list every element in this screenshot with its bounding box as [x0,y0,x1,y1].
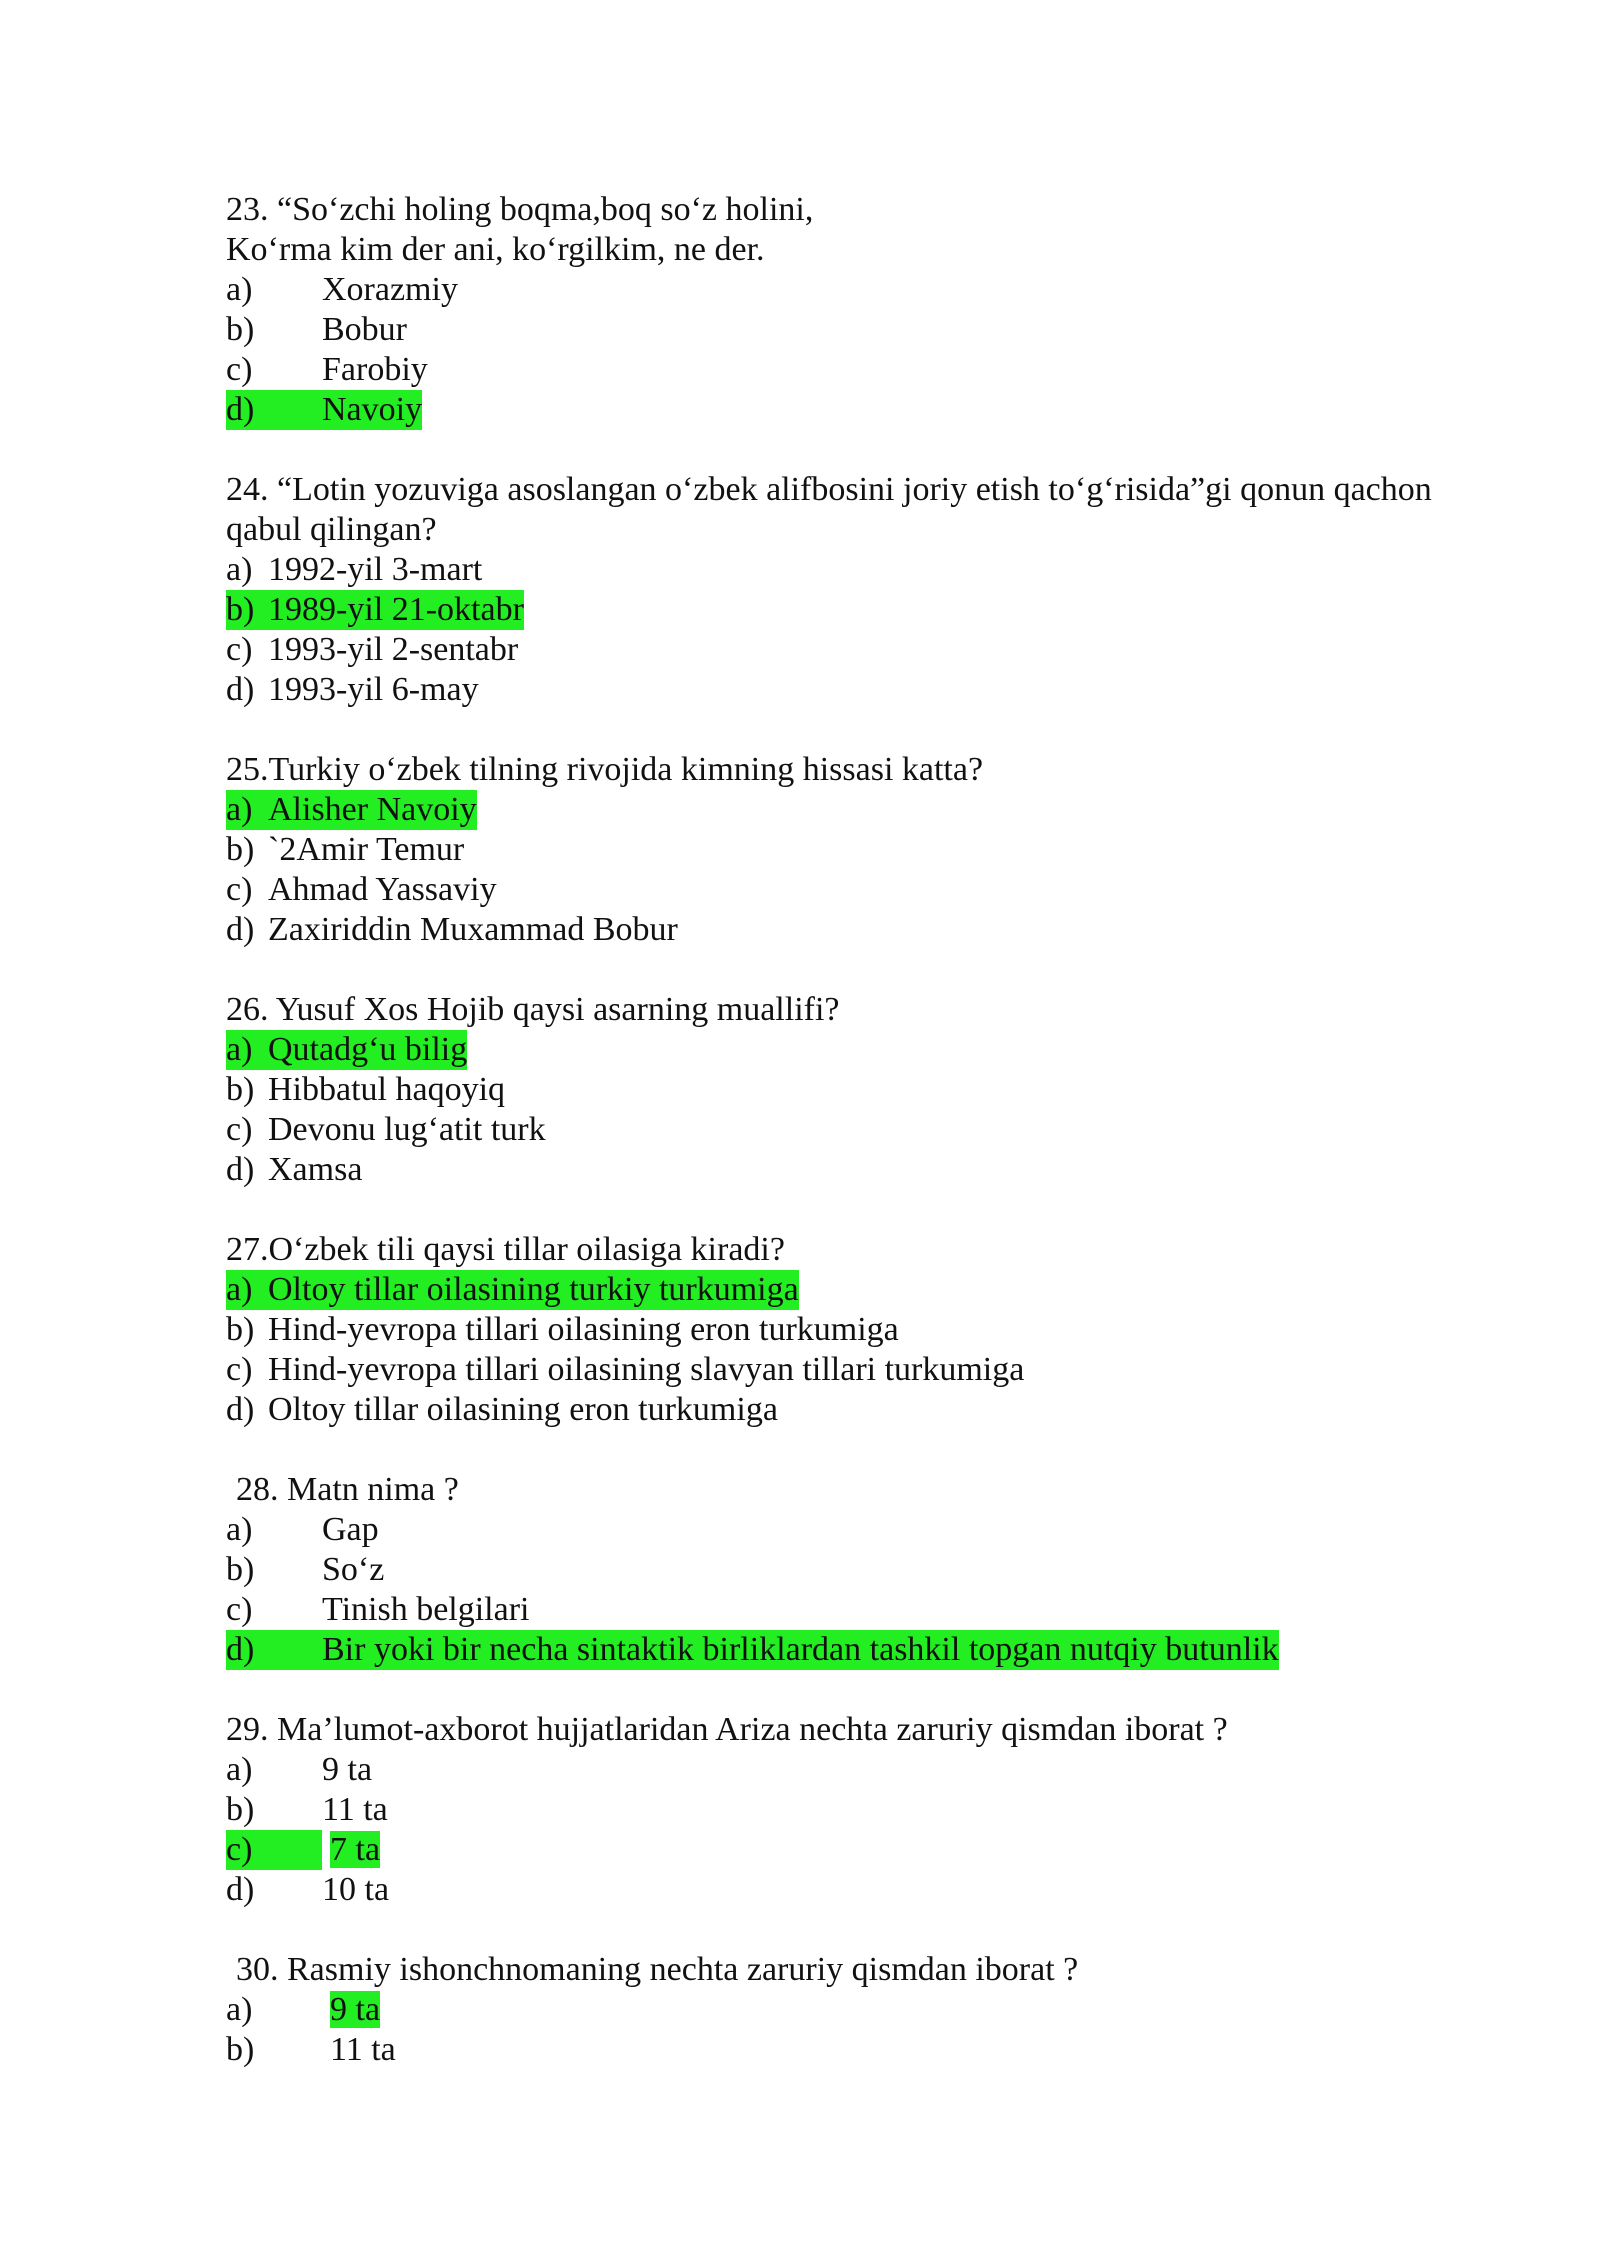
option-b [226,1550,1486,1590]
question-stem: Ko‘rma kim der ani, ko‘rgilkim, ne der. [226,231,765,268]
question-25 [226,750,1486,950]
option-a-correct [226,1270,799,1310]
option-text: 11 ta [322,1791,388,1828]
option-c [226,1350,1486,1390]
option-text: Bobur [322,311,407,348]
option-letter: c) [226,351,253,388]
option-text: 11 ta [330,2031,396,2068]
question-27 [226,1230,1486,1430]
option-text: Devonu lug‘atit turk [268,1111,546,1148]
option-b [226,1070,1486,1110]
option-letter: a) [226,1271,253,1308]
option-c-correct [226,1830,1486,1870]
option-a [226,550,1486,590]
option-text: Navoiy [322,391,423,428]
option-text: 9 ta [322,1751,373,1788]
option-text: Xamsa [268,1151,363,1188]
option-d [226,670,1486,710]
option-letter: d) [226,1871,255,1908]
option-text: Gap [322,1511,379,1548]
option-letter: c) [226,1830,322,1870]
option-letter: b) [226,2031,255,2068]
option-letter: b) [226,591,255,628]
option-d [226,1150,1486,1190]
option-text: Farobiy [322,351,428,388]
option-letter: d) [226,671,255,708]
option-text: 1993-yil 2-sentabr [268,631,519,668]
document-page [226,190,1486,2110]
option-letter: a) [226,271,253,308]
option-d [226,910,1486,950]
option-d [226,1870,1486,1910]
option-c [226,630,1486,670]
option-a-correct [226,1990,1486,2030]
option-letter: b) [226,311,255,348]
option-letter: b) [226,1311,255,1348]
option-text: 10 ta [322,1871,390,1908]
option-text: 1989-yil 21-oktabr [268,591,524,628]
option-letter: c) [226,871,253,908]
option-text: So‘z [322,1551,385,1588]
option-letter: c) [226,1111,253,1148]
option-letter: d) [226,391,255,428]
option-letter: b) [226,831,255,868]
option-letter: a) [226,551,253,588]
question-stem: 25.Turkiy o‘zbek tilning rivojida kimning hissasi katta? [226,751,984,788]
option-letter: d) [226,1391,255,1428]
question-28 [226,1470,1486,1670]
option-a [226,1750,1486,1790]
option-a [226,270,1486,310]
option-letter: d) [226,1151,255,1188]
option-text: Zaxiriddin Muxammad Bobur [268,911,678,948]
option-b-correct [226,590,524,630]
option-letter: d) [226,1631,255,1668]
question-30 [226,1950,1486,2070]
option-text: Oltoy tillar oilasining eron turkumiga [268,1391,778,1428]
option-b [226,830,1486,870]
option-letter: b) [226,1071,255,1108]
option-b [226,2030,1486,2070]
option-d-correct [226,1630,1279,1670]
option-a-correct [226,790,477,830]
option-c [226,350,1486,390]
option-a [226,1510,1486,1550]
question-23 [226,190,1486,430]
question-stem: 30. Rasmiy ishonchnomaning nechta zaruriy qismdan iborat ? [236,1951,1079,1988]
option-letter: c) [226,1591,253,1628]
option-letter: b) [226,1791,255,1828]
option-text: Hind-yevropa tillari oilasining slavyan tillari turkumiga [268,1351,1025,1388]
option-letter: a) [226,791,253,828]
option-letter: a) [226,1751,253,1788]
option-b [226,1310,1486,1350]
question-stem: 24. “Lotin yozuviga asoslangan o‘zbek alifbosini joriy etish to‘g‘risida”gi qonun qachon qabul qilingan? [226,471,1432,548]
option-letter: a) [226,1991,253,2028]
option-b [226,310,1486,350]
question-29 [226,1710,1486,1910]
option-letter: c) [226,631,253,668]
option-letter: b) [226,1551,255,1588]
option-text: Tinish belgilari [322,1591,530,1628]
option-letter: d) [226,911,255,948]
question-24 [226,470,1486,710]
question-26 [226,990,1486,1190]
option-b [226,1790,1486,1830]
option-text: Alisher Navoiy [268,791,477,828]
question-stem: 29. Ma’lumot-axborot hujjatlaridan Ariza nechta zaruriy qismdan iborat ? [226,1711,1228,1748]
option-letter: a) [226,1511,253,1548]
option-d [226,1390,1486,1430]
option-c [226,1590,1486,1630]
option-text: 1993-yil 6-may [268,671,479,708]
option-text: 1992-yil 3-mart [268,551,483,588]
option-text: 7 ta [330,1831,381,1868]
option-text: Xorazmiy [322,271,458,308]
option-text: Hibbatul haqoyiq [268,1071,506,1108]
option-text: Qutadg‘u bilig [268,1031,468,1068]
option-text: `2Amir Temur [268,831,465,868]
option-c [226,870,1486,910]
option-text: Hind-yevropa tillari oilasining eron turkumiga [268,1311,899,1348]
option-a-correct [226,1030,467,1070]
option-text: Ahmad Yassaviy [268,871,497,908]
question-stem: 27.O‘zbek tili qaysi tillar oilasiga kiradi? [226,1231,785,1268]
option-text: Oltoy tillar oilasining turkiy turkumiga [268,1271,799,1308]
option-letter: a) [226,1031,253,1068]
option-d-correct [226,390,422,430]
option-letter: c) [226,1351,253,1388]
option-text: 9 ta [330,1991,381,2028]
option-c [226,1110,1486,1150]
question-stem: 26. Yusuf Xos Hojib qaysi asarning muallifi? [226,991,840,1028]
option-text: Bir yoki bir necha sintaktik birliklardan tashkil topgan nutqiy butunlik [322,1631,1279,1668]
question-stem: 23. “So‘zchi holing boqma,boq so‘z holini, [226,191,814,228]
question-stem: 28. Matn nima ? [236,1471,459,1508]
